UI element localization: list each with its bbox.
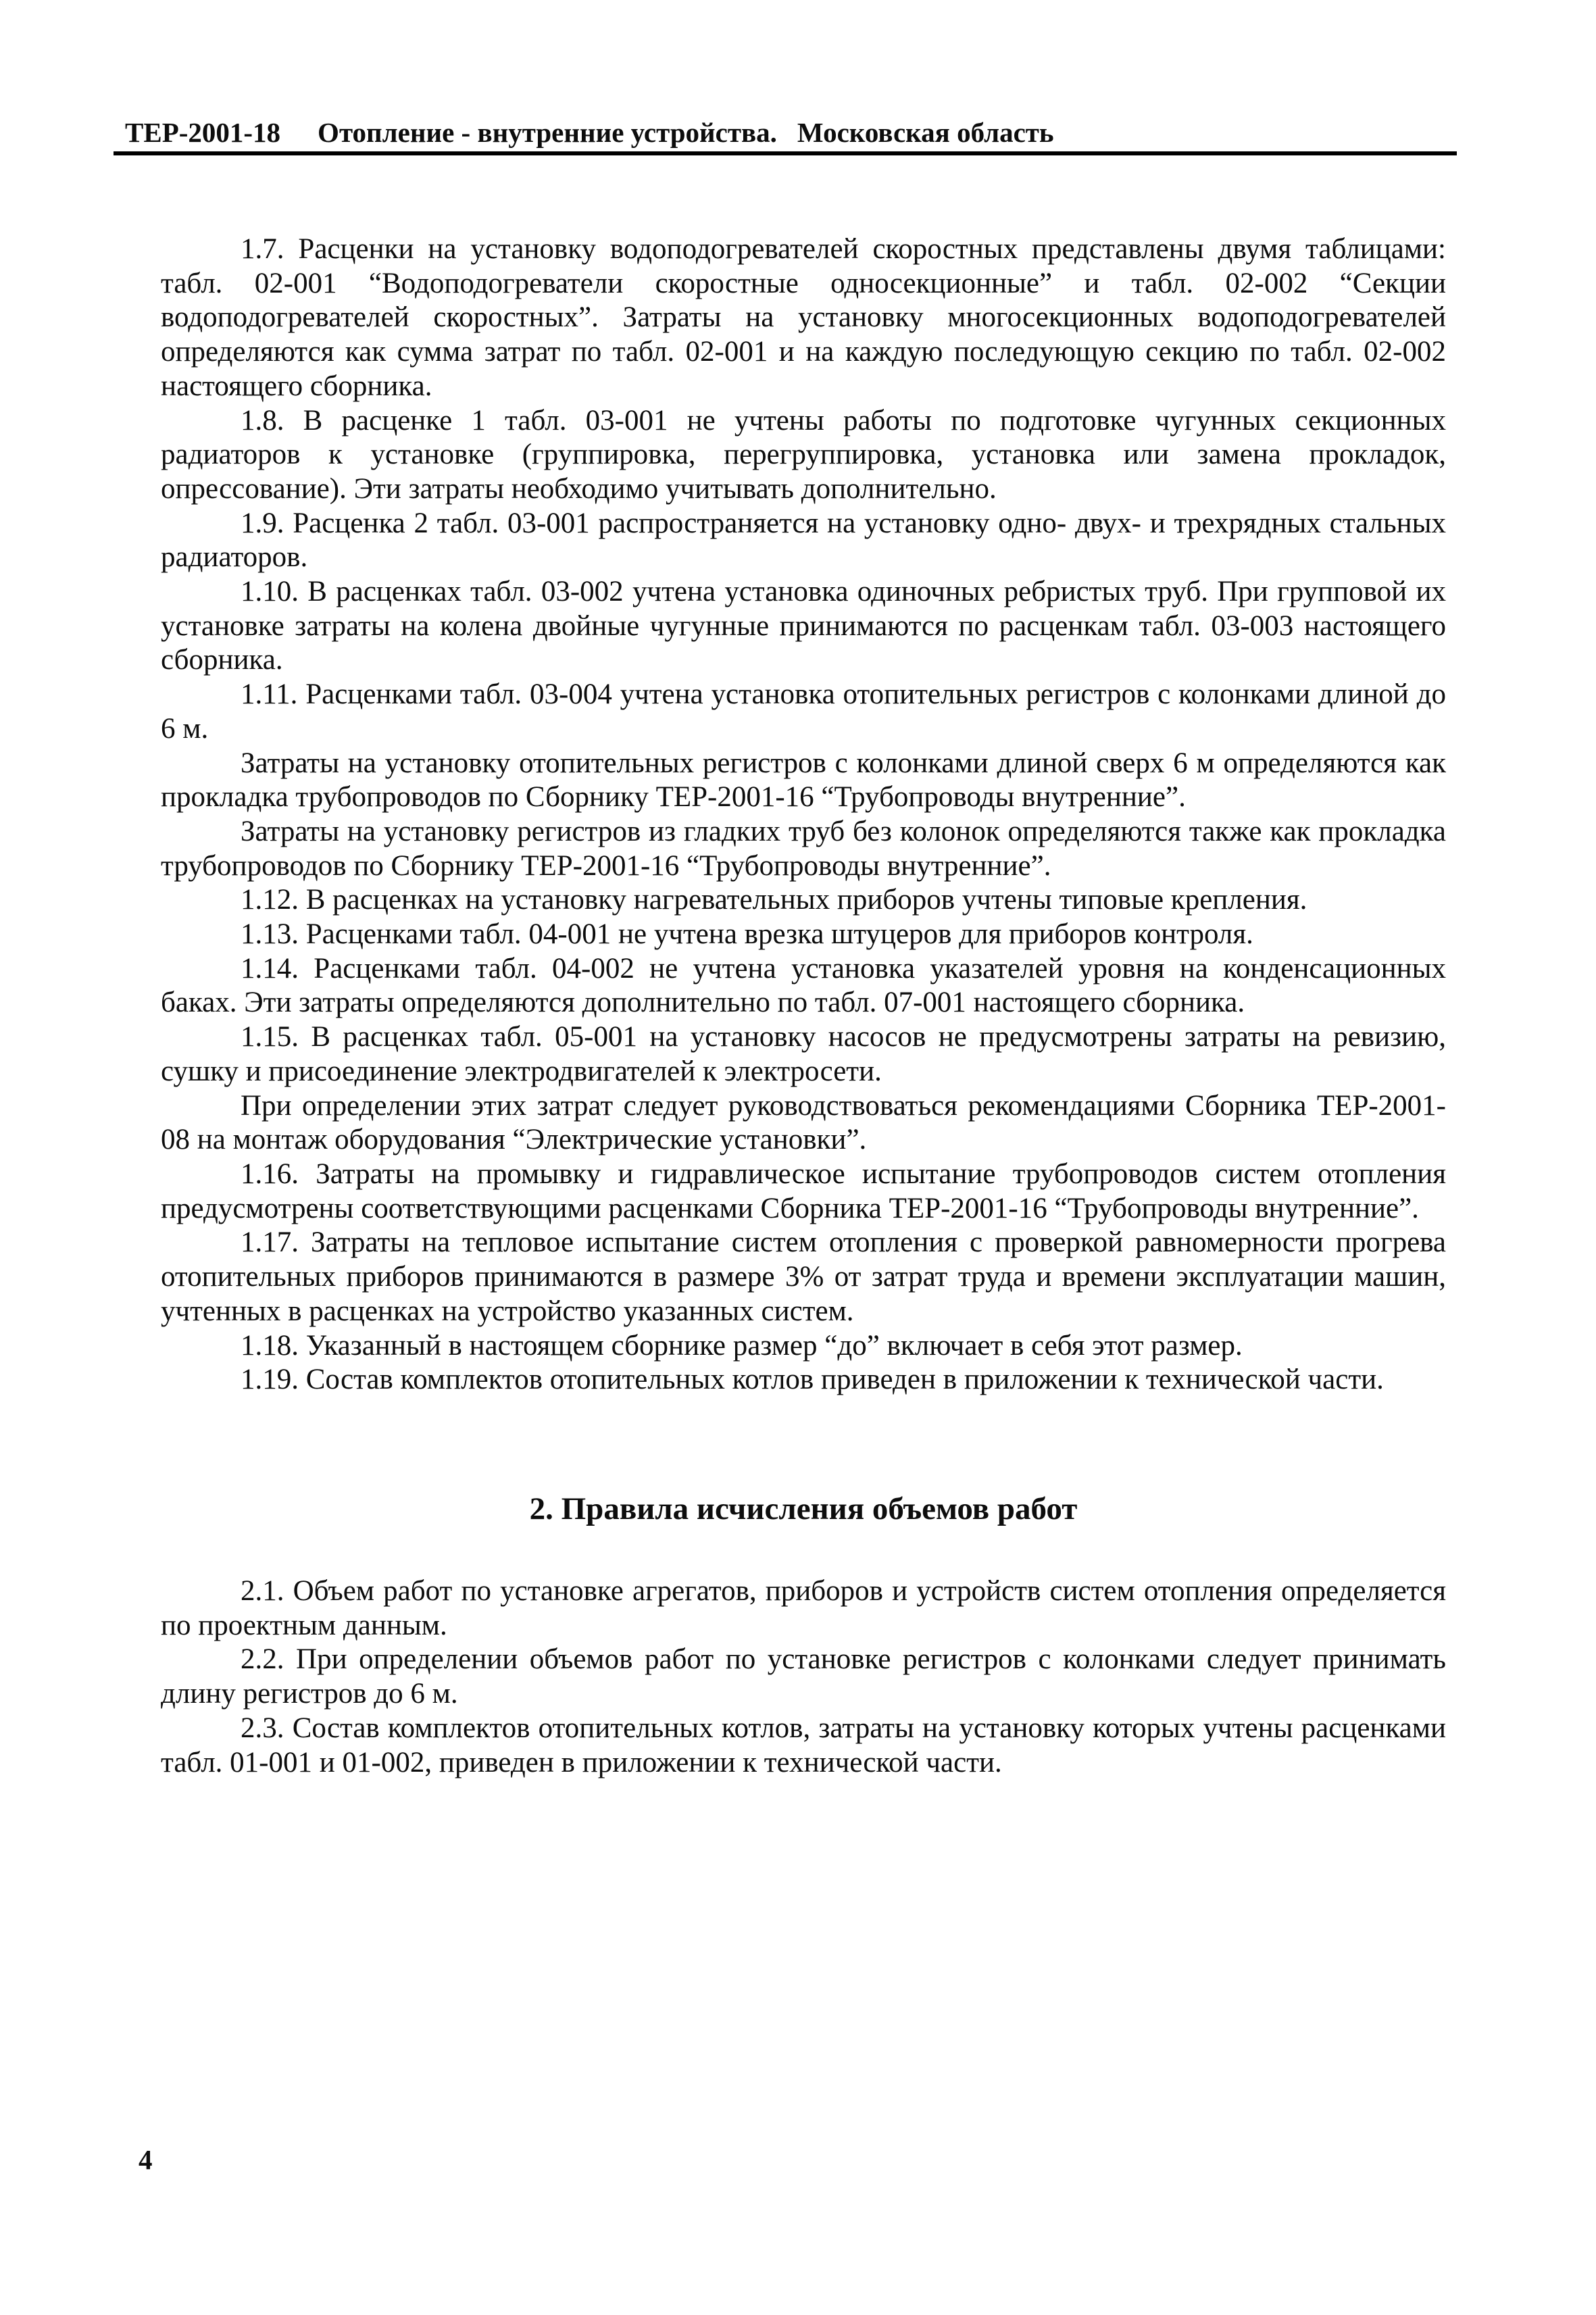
paragraph-1-19: 1.19. Состав комплектов отопительных котлов приведен в приложении к технической части. <box>241 1364 1384 1396</box>
paragraph-1-12: 1.12. В расценках на установку нагревательных приборов учтены типовые крепления. <box>241 884 1307 916</box>
paragraph-1-7: 1.7. Расценки на установку водоподогревателей скоростных представлены двумя таблицами: табл. 02-001 “Водоподогреватели скоростные односекционные” и табл. 02-002 “Секции водоподогревателей скоростных”. Затраты на установку многосекционных водоподогревателей определяются как сумма затрат по табл. 02-001 и на каждую последующую секцию по табл. 02-002 настоящего сборника. <box>161 233 1446 402</box>
paragraph-2-2: 2.2. При определении объемов работ по установке регистров с колонками следует принимать длину регистров до 6 м. <box>161 1643 1446 1710</box>
paragraph-1-11-note-1: Затраты на установку отопительных регистров с колонками длиной сверх 6 м определяются как прокладка трубопроводов по Сборнику ТЕР-2001-16 “Трубопроводы внутренние”. <box>161 747 1446 814</box>
paragraph-2-1: 2.1. Объем работ по установке агрегатов, приборов и устройств систем отопления определяется по проектным данным. <box>161 1575 1446 1641</box>
paragraph-2-3: 2.3. Состав комплектов отопительных котлов, затраты на установку которых учтены расценками табл. 01-001 и 01-002, приведен в приложении к технической части. <box>161 1712 1446 1778</box>
paragraph-1-8: 1.8. В расценке 1 табл. 03-001 не учтены работы по подготовке чугунных секционных радиаторов к установке (группировка, перегруппировка, установка или замена прокладок, опрессование). Эти затраты необходимо учитывать дополнительно. <box>161 404 1446 505</box>
paragraph-1-18: 1.18. Указанный в настоящем сборнике размер “до” включает в себя этот размер. <box>241 1329 1243 1362</box>
page-number: 4 <box>139 2144 153 2175</box>
paragraph-1-15: 1.15. В расценках табл. 05-001 на установку насосов не предусмотрены затраты на ревизию, сушку и присоединение электродвигателей к электросети. <box>161 1021 1446 1087</box>
document-title: Отопление - внутренние устройства. <box>318 117 777 148</box>
paragraph-1-17: 1.17. Затраты на тепловое испытание систем отопления с проверкой равномерности прогрева отопительных приборов принимаются в размере 3% от затрат труда и времени эксплуатации машин, учтенных в расценках на устройство указанных систем. <box>161 1226 1446 1327</box>
paragraph-1-11: 1.11. Расценками табл. 03-004 учтена установка отопительных регистров с колонками длиной до 6 м. <box>161 678 1446 745</box>
technical-part-section <box>161 232 1446 1397</box>
paragraph-1-10: 1.10. В расценках табл. 03-002 учтена установка одиночных ребристых труб. При групповой их установке затраты на колена двойные чугунные принимаются по расценкам табл. 03-003 настоящего сборника. <box>161 576 1446 676</box>
paragraph-1-16: 1.16. Затраты на промывку и гидравлическое испытание трубопроводов систем отопления предусмотрены соответствующими расценками Сборника ТЕР-2001-16 “Трубопроводы внутренние”. <box>161 1158 1446 1224</box>
document-region: Московская область <box>797 117 1054 148</box>
paragraph-1-13: 1.13. Расценками табл. 04-001 не учтена врезка штуцеров для приборов контроля. <box>241 918 1253 951</box>
running-head <box>125 116 1476 149</box>
paragraph-1-9: 1.9. Расценка 2 табл. 03-001 распространяется на установку одно- двух- и трехрядных стальных радиаторов. <box>161 507 1446 574</box>
paragraph-1-15-note: При определении этих затрат следует руководствоваться рекомендациями Сборника ТЕР-2001-08 на монтаж оборудования “Электрические установки”. <box>161 1089 1446 1156</box>
paragraph-1-11-note-2: Затраты на установку регистров из гладких труб без колонок определяются также как прокладка трубопроводов по Сборнику ТЕР-2001-16 “Трубопроводы внутренние”. <box>161 815 1446 882</box>
document-code: ТЕР-2001-18 <box>125 117 281 148</box>
paragraph-1-14: 1.14. Расценками табл. 04-002 не учтена установка указателей уровня на конденсационных баках. Эти затраты определяются дополнительно по табл. 07-001 настоящего сборника. <box>161 952 1446 1019</box>
section-2-heading: 2. Правила исчисления объемов работ <box>529 1491 1078 1526</box>
header-rule <box>114 151 1457 155</box>
work-volume-rules-section <box>161 1574 1446 1780</box>
